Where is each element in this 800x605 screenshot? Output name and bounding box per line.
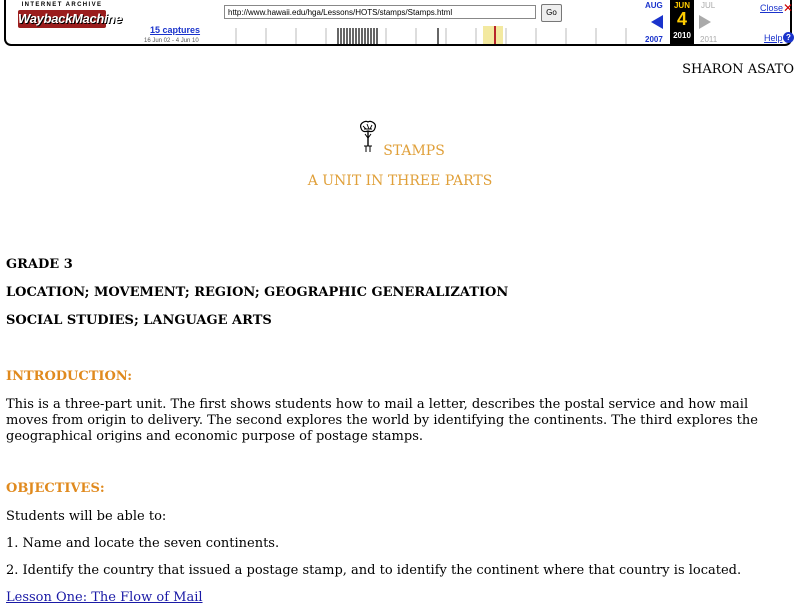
prev-month-label[interactable]: AUG xyxy=(645,1,663,10)
objective-item: 2. Identify the country that issued a postage stamp, and to identify the continent where that country is located. xyxy=(6,563,742,578)
introduction-text: This is a three-part unit. The first shows students how to mail a letter, describes the postal service and how mail moves from origin to delivery. The second explores the world by identifying the continents. The third explores the geographical origins and economic purpose of postage stamps. xyxy=(6,397,758,444)
current-day: 4 xyxy=(676,9,687,29)
url-input[interactable]: http://www.hawaii.edu/hga/Lessons/HOTS/stamps/Stamps.html xyxy=(224,5,536,19)
capture-timeline[interactable] xyxy=(226,24,636,44)
help-link[interactable]: Help xyxy=(764,33,783,43)
next-capture-arrow-icon xyxy=(699,15,711,29)
concepts-label: LOCATION; MOVEMENT; REGION; GEOGRAPHIC GENERALIZATION xyxy=(6,285,509,300)
close-icon[interactable]: ✕ xyxy=(783,1,794,15)
prev-capture-arrow-icon[interactable] xyxy=(651,15,663,29)
next-month-label: JUL xyxy=(701,1,716,10)
help-icon[interactable]: ? xyxy=(783,32,794,43)
objectives-intro: Students will be able to: xyxy=(6,509,167,524)
page-subtitle: A UNIT IN THREE PARTS xyxy=(307,173,493,189)
logo-internet-archive: INTERNET ARCHIVE xyxy=(21,2,103,8)
current-capture-date xyxy=(670,0,694,44)
current-month: JUN xyxy=(673,1,690,10)
logo-wayback-machine: WaybackMachine xyxy=(18,11,122,26)
objective-item: 1. Name and locate the seven continents. xyxy=(6,536,280,551)
author-name: SHARON ASATO xyxy=(682,62,794,77)
page-title: STAMPS xyxy=(383,143,445,159)
go-button[interactable]: Go xyxy=(541,4,562,22)
introduction-heading: INTRODUCTION: xyxy=(6,369,133,384)
wayback-toolbar xyxy=(4,0,792,46)
capture-date-range: 16 Jun 02 - 4 Jun 10 xyxy=(144,38,199,44)
subjects-label: SOCIAL STUDIES; LANGUAGE ARTS xyxy=(6,313,272,328)
wayback-logo[interactable] xyxy=(18,2,122,38)
next-year-label: 2011 xyxy=(700,35,718,44)
captures-link[interactable]: 15 captures xyxy=(150,25,201,35)
grade-label: GRADE 3 xyxy=(6,257,73,272)
prev-year-label[interactable]: 2007 xyxy=(645,35,663,44)
close-link[interactable]: Close xyxy=(760,3,784,13)
current-year: 2010 xyxy=(673,31,691,40)
objectives-heading: OBJECTIVES: xyxy=(6,481,105,496)
lesson-one-link[interactable]: Lesson One: The Flow of Mail xyxy=(6,590,203,605)
